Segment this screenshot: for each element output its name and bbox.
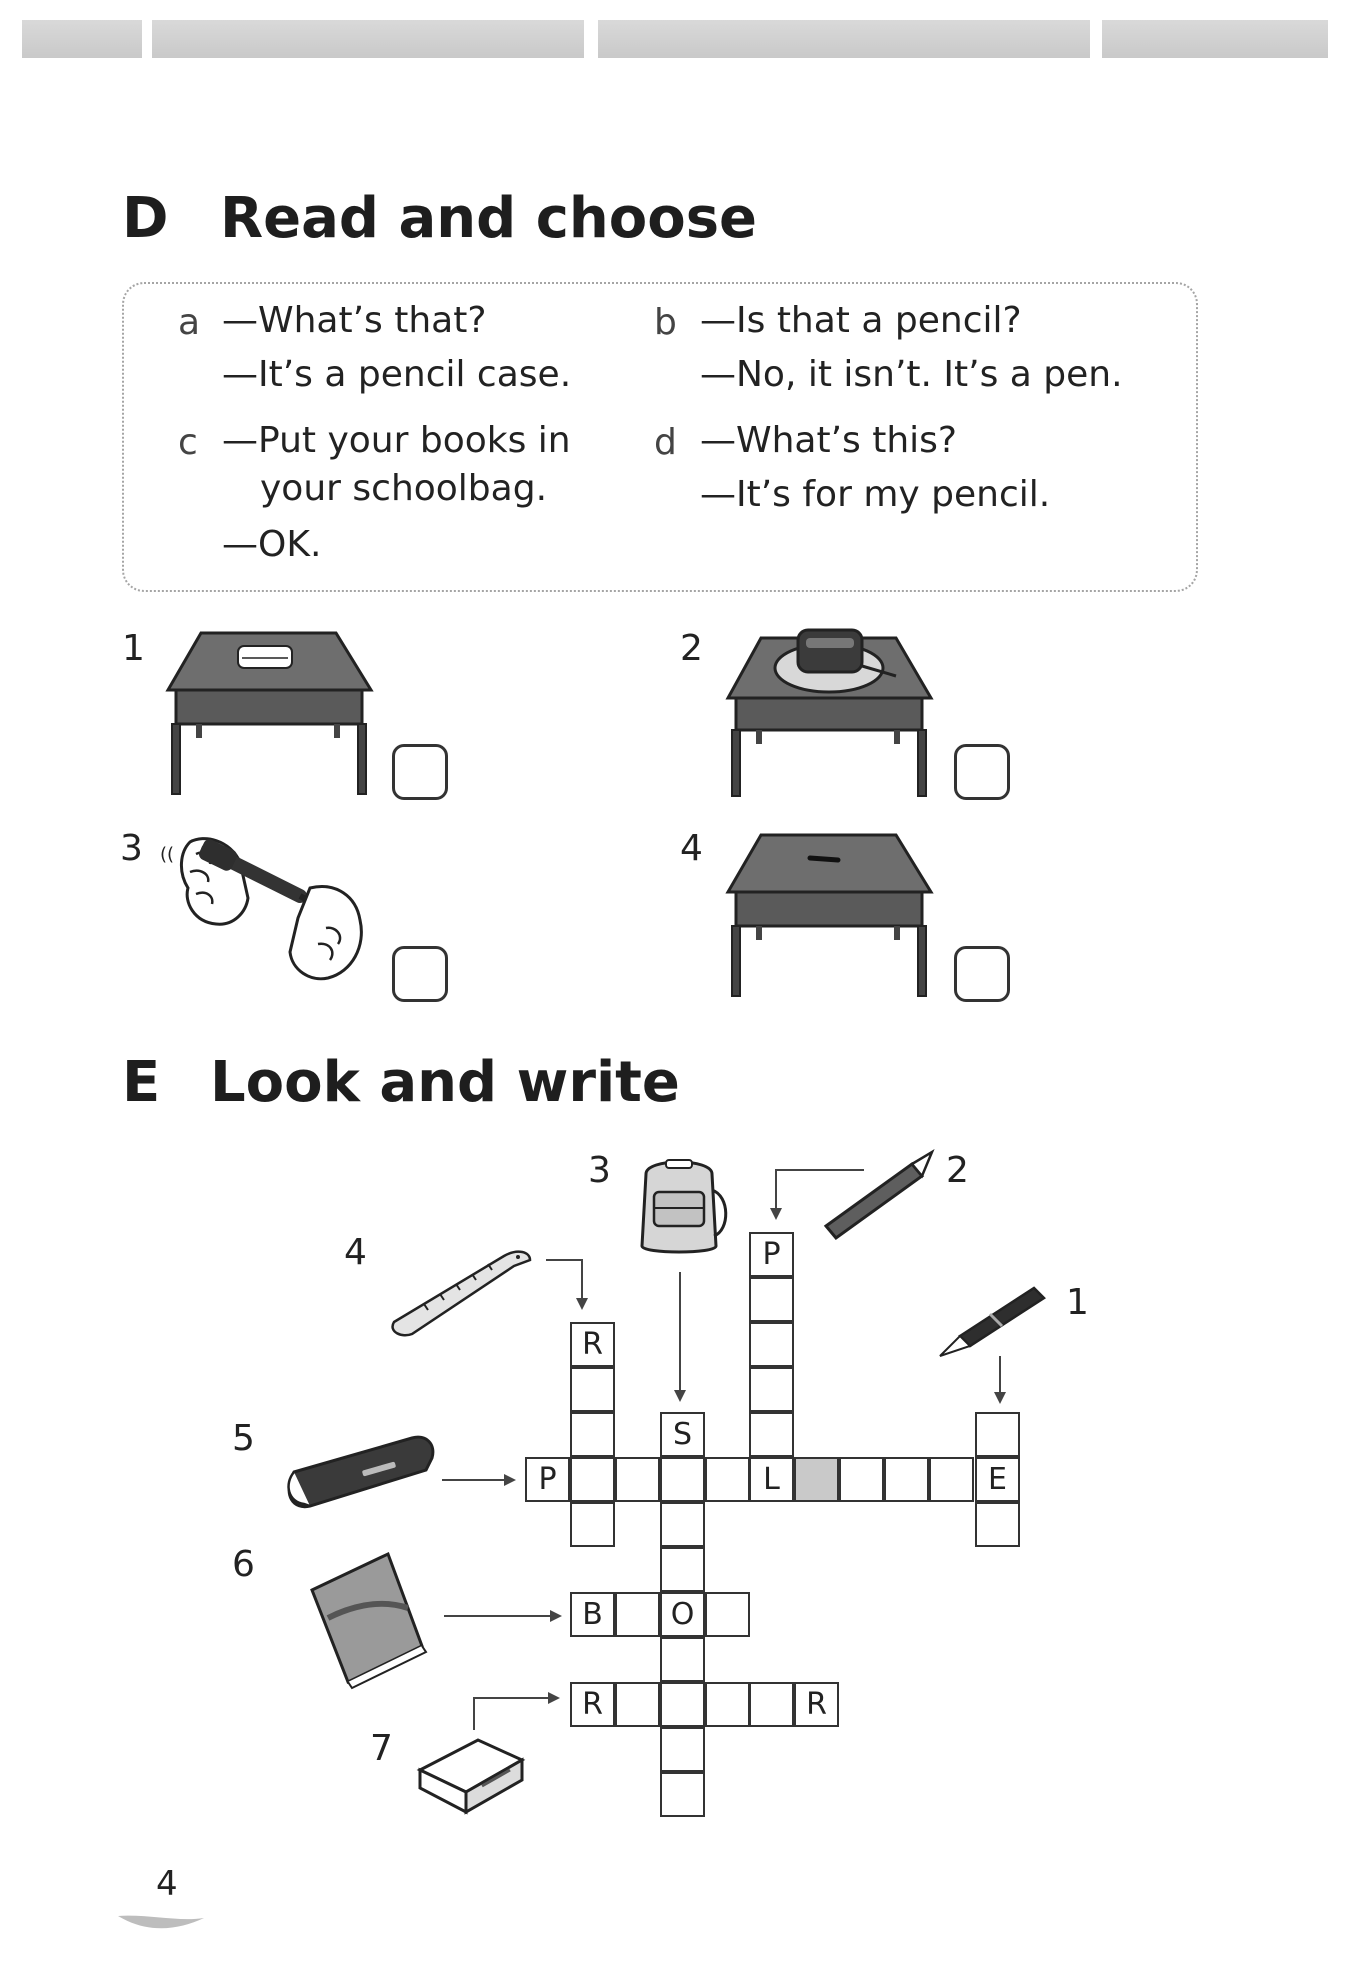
desk-with-pen-icon — [726, 830, 936, 1000]
crossword-cell[interactable] — [660, 1457, 705, 1502]
crossword-cell[interactable] — [660, 1502, 705, 1547]
clue-number-1: 1 — [1066, 1282, 1089, 1323]
clue-number-5: 5 — [232, 1418, 255, 1459]
dialogue-b-line2: —No, it isn’t. It’s a pen. — [700, 354, 1123, 395]
section-e-title: Look and write — [210, 1050, 680, 1115]
picture-1-number: 1 — [122, 628, 145, 669]
crossword-cell[interactable] — [884, 1457, 929, 1502]
crossword-cell[interactable] — [749, 1322, 794, 1367]
hands-pointing-pencil-icon — [160, 832, 380, 992]
crossword-cell[interactable] — [705, 1592, 750, 1637]
crossword-cell[interactable] — [570, 1502, 615, 1547]
dialogue-b-label: b — [654, 302, 677, 343]
top-strip — [598, 20, 1090, 58]
crossword-cell[interactable] — [660, 1547, 705, 1592]
dialogue-c-line1: —Put your books in — [222, 420, 571, 461]
crossword-cell[interactable] — [615, 1592, 660, 1637]
page-number: 4 — [156, 1864, 178, 1904]
section-d-title: Read and choose — [220, 186, 758, 251]
clue-number-2: 2 — [946, 1150, 969, 1191]
crossword-cell[interactable]: R — [570, 1322, 615, 1367]
ruler-icon — [384, 1242, 534, 1342]
desk-with-schoolbag-icon — [726, 626, 936, 798]
dialogue-d-label: d — [654, 422, 677, 463]
pencil-case-icon — [280, 1432, 440, 1512]
crossword-cell[interactable] — [749, 1277, 794, 1322]
crossword-cell[interactable] — [749, 1412, 794, 1457]
crossword-cell[interactable]: S — [660, 1412, 705, 1457]
crossword-cell[interactable] — [749, 1367, 794, 1412]
dialogue-a-line2: —It’s a pencil case. — [222, 354, 572, 395]
crossword-cell[interactable]: P — [749, 1232, 794, 1277]
top-strip — [152, 20, 584, 58]
crossword-cell[interactable] — [660, 1682, 705, 1727]
crossword-cell[interactable]: P — [525, 1457, 570, 1502]
crossword-cell[interactable] — [615, 1682, 660, 1727]
crossword-cell[interactable] — [660, 1637, 705, 1682]
clue-number-3: 3 — [588, 1150, 611, 1191]
crossword-cell[interactable] — [705, 1457, 750, 1502]
dialogue-a-label: a — [178, 302, 201, 343]
clue-number-4: 4 — [344, 1232, 367, 1273]
dialogue-c-line2: your schoolbag. — [260, 468, 548, 509]
picture-3-number: 3 — [120, 828, 143, 869]
crossword-cell[interactable]: E — [975, 1457, 1020, 1502]
clue-number-6: 6 — [232, 1544, 255, 1585]
crossword-cell[interactable] — [749, 1682, 794, 1727]
top-strip — [22, 20, 142, 58]
crossword-cell[interactable] — [929, 1457, 974, 1502]
svg-text:((: (( — [160, 844, 175, 865]
picture-2-number: 2 — [680, 628, 703, 669]
clue-number-7: 7 — [370, 1728, 393, 1769]
page-corner-decoration — [118, 1904, 208, 1934]
crossword-cell[interactable] — [570, 1367, 615, 1412]
crossword-cell[interactable] — [839, 1457, 884, 1502]
crossword-cell[interactable] — [975, 1502, 1020, 1547]
section-e-letter: E — [122, 1050, 161, 1115]
crossword-cell[interactable]: B — [570, 1592, 615, 1637]
arrow-clue-6 — [444, 1606, 566, 1626]
dialogue-c-label: c — [178, 422, 198, 463]
crossword-cell[interactable]: L — [749, 1457, 794, 1502]
dialogue-a-line1: —What’s that? — [222, 300, 487, 341]
crossword-cell[interactable]: R — [570, 1682, 615, 1727]
crossword-cell[interactable] — [660, 1772, 705, 1817]
pen-icon — [930, 1280, 1050, 1360]
picture-4-number: 4 — [680, 828, 703, 869]
crossword-cell[interactable] — [615, 1457, 660, 1502]
arrow-clue-7 — [472, 1688, 564, 1732]
crossword-cell[interactable] — [570, 1412, 615, 1457]
schoolbag-icon — [626, 1150, 736, 1260]
crossword-cell[interactable] — [705, 1682, 750, 1727]
eraser-icon — [416, 1730, 526, 1820]
dialogue-d-line1: —What’s this? — [700, 420, 958, 461]
dialogue-b-line1: —Is that a pencil? — [700, 300, 1022, 341]
book-icon — [308, 1548, 428, 1688]
crossword-cell[interactable]: R — [794, 1682, 839, 1727]
answer-box-4[interactable] — [954, 946, 1010, 1002]
answer-box-3[interactable] — [392, 946, 448, 1002]
crossword-cell[interactable] — [570, 1457, 615, 1502]
arrow-clue-2 — [766, 1168, 866, 1222]
arrow-clue-3 — [670, 1272, 690, 1406]
arrow-clue-4 — [546, 1258, 596, 1314]
arrow-clue-1 — [990, 1356, 1010, 1406]
desk-with-pencil-case-icon — [166, 628, 376, 798]
answer-box-1[interactable] — [392, 744, 448, 800]
crossword-cell[interactable] — [660, 1727, 705, 1772]
section-d-letter: D — [122, 186, 169, 251]
crossword-cell[interactable] — [975, 1412, 1020, 1457]
answer-box-2[interactable] — [954, 744, 1010, 800]
dialogue-c-line3: —OK. — [222, 524, 322, 565]
dialogue-d-line2: —It’s for my pencil. — [700, 474, 1051, 515]
crossword-shaded-cell — [794, 1457, 839, 1502]
crossword-cell[interactable]: O — [660, 1592, 705, 1637]
arrow-clue-5 — [442, 1470, 520, 1490]
top-strip — [1102, 20, 1328, 58]
